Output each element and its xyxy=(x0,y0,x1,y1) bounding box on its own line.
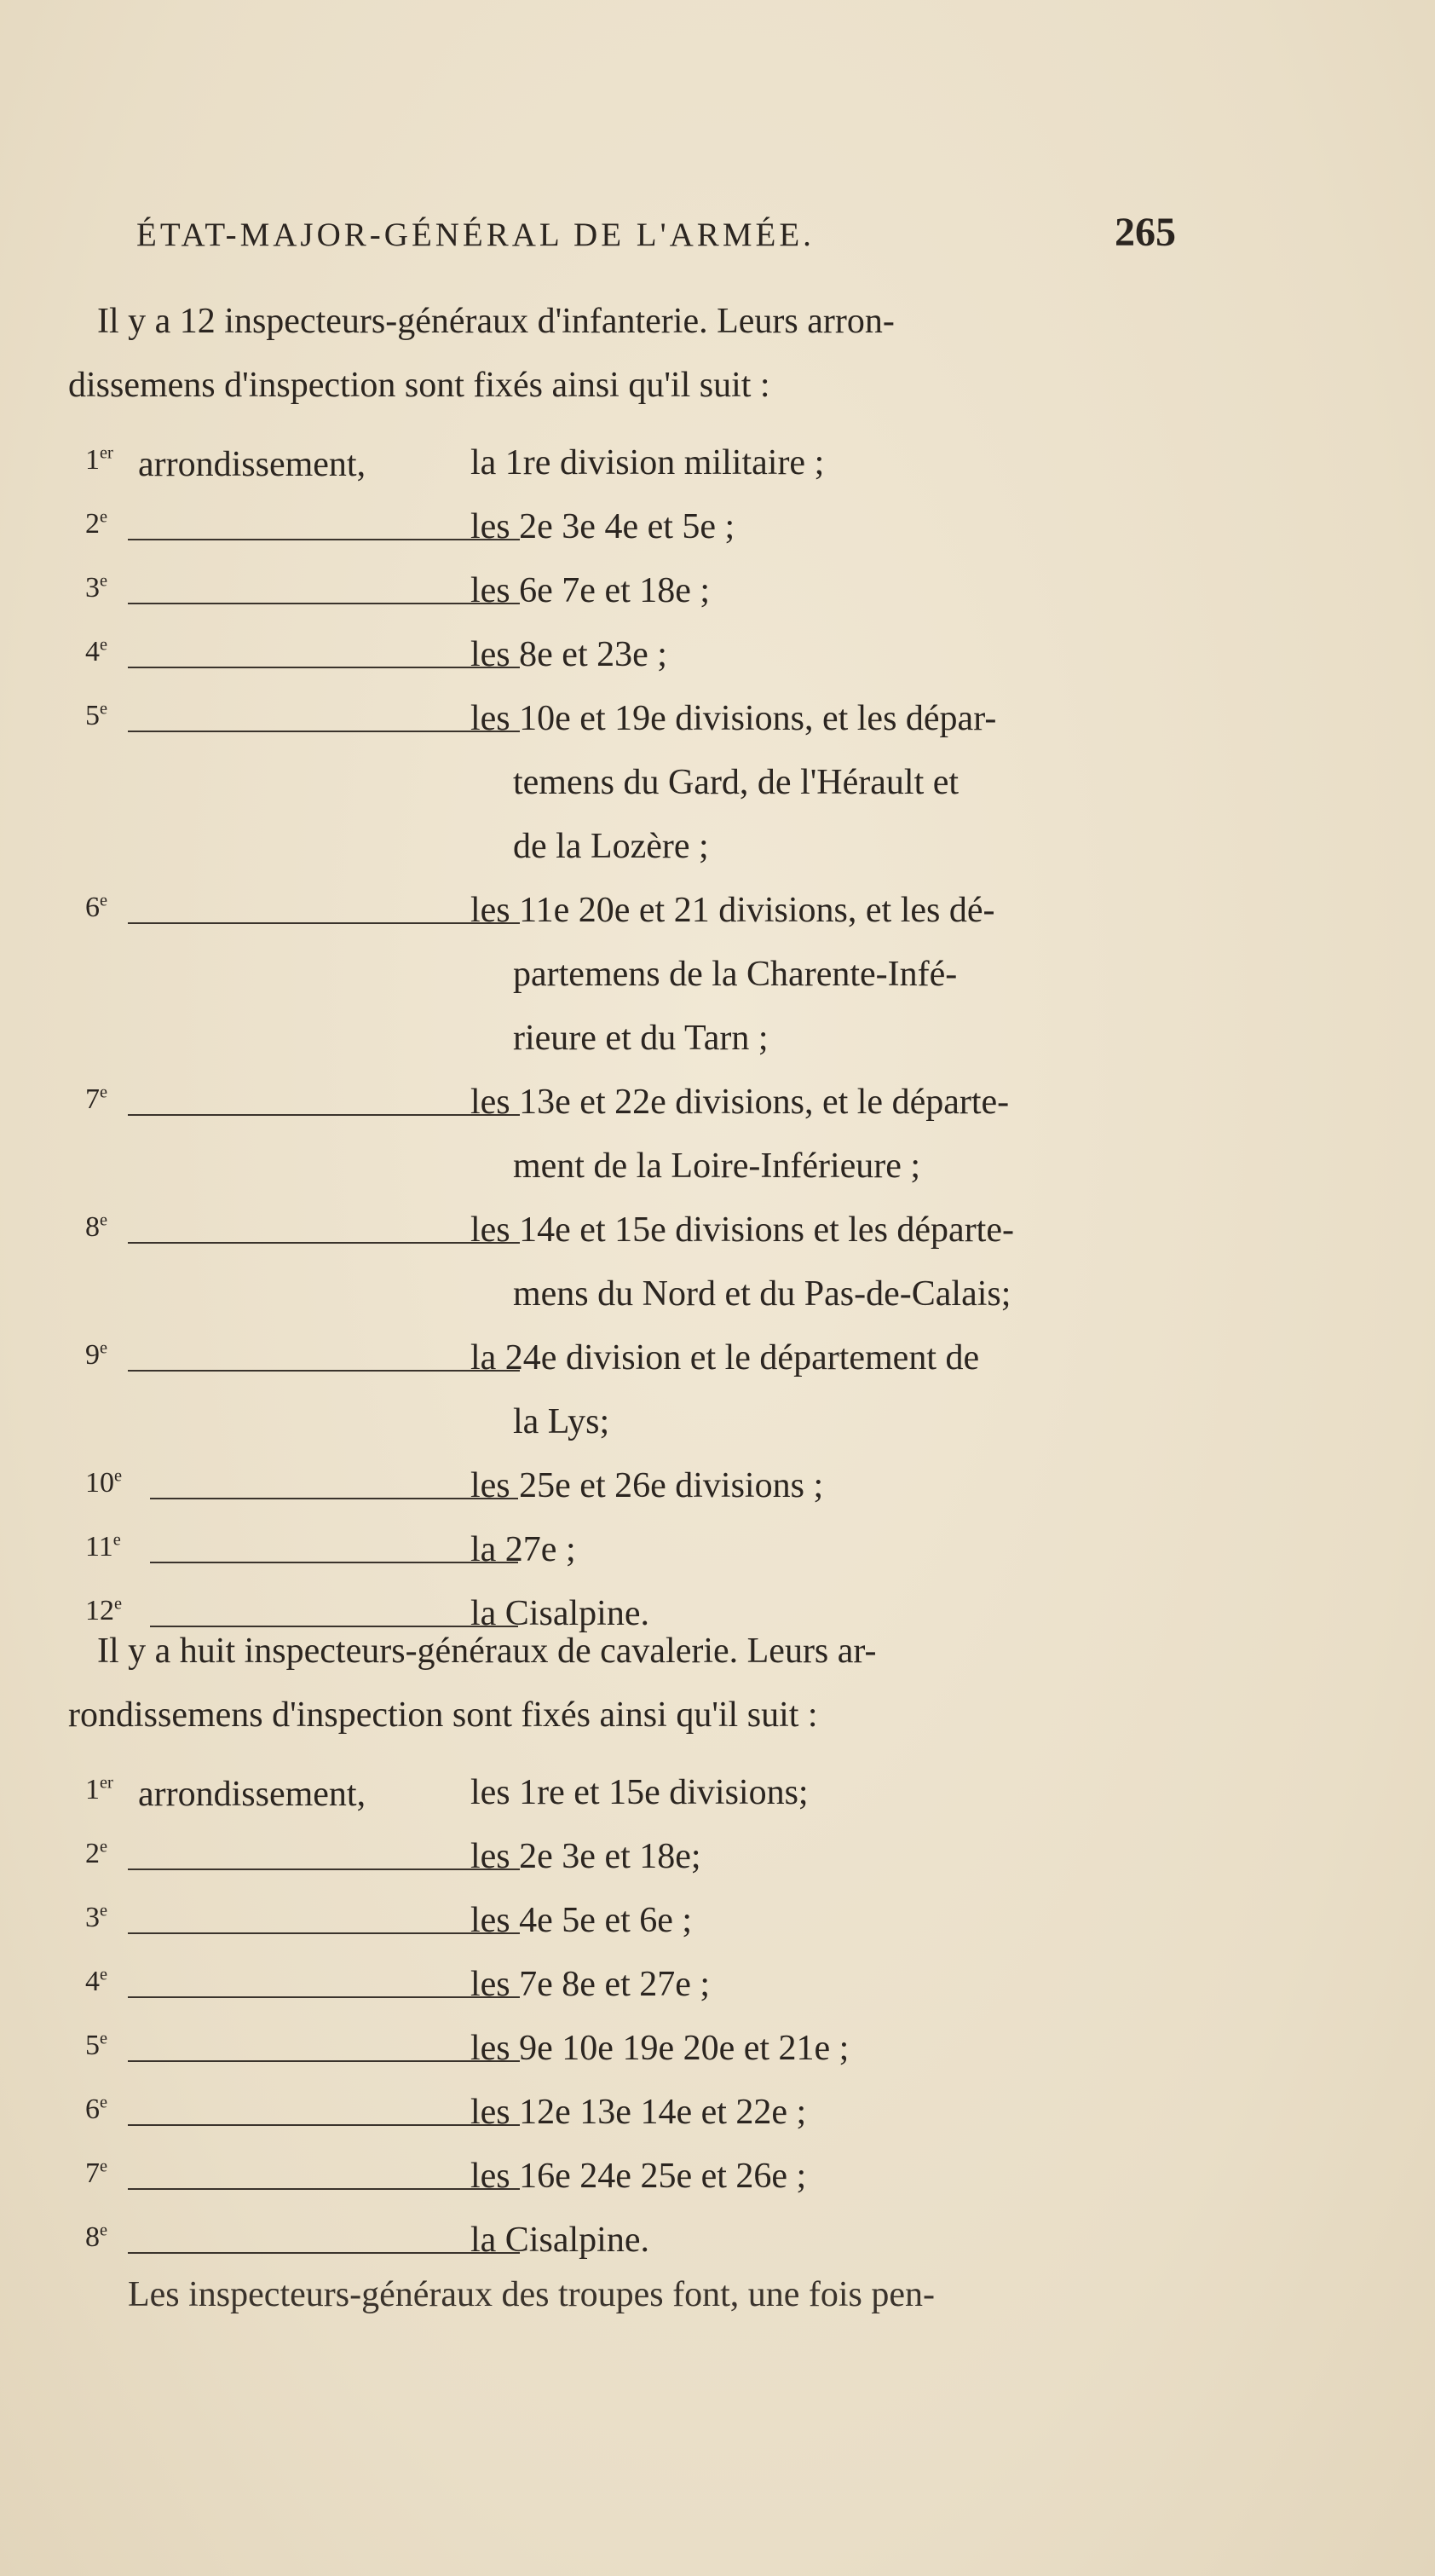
list-item-continuation xyxy=(68,950,1176,1014)
page-number: 265 xyxy=(1115,210,1176,255)
list-item xyxy=(68,1526,1176,1590)
ordinal-label: 7e xyxy=(85,1083,108,1115)
division-text-continuation: mens du Nord et du Pas-de-Calais; xyxy=(513,1274,1011,1314)
leader-dash xyxy=(128,2252,520,2254)
leader-dash xyxy=(128,1932,520,1934)
list-item xyxy=(68,503,1176,567)
list-item xyxy=(68,2024,1176,2088)
division-text: les 10e et 19e divisions, et les dépar- xyxy=(470,699,997,738)
leader-dash xyxy=(128,731,520,732)
division-text: la 24e division et le département de xyxy=(470,1338,980,1378)
list-item-continuation xyxy=(68,1142,1176,1206)
division-text: les 8e et 23e ; xyxy=(470,635,667,674)
list-item xyxy=(68,1462,1176,1526)
division-text: les 6e 7e et 18e ; xyxy=(470,571,711,610)
leader-dash xyxy=(128,1996,520,1998)
division-text: les 7e 8e et 27e ; xyxy=(470,1965,711,2004)
list-item xyxy=(68,2088,1176,2152)
list-item xyxy=(68,1769,1176,1833)
ordinal-label: 4e xyxy=(85,1965,108,1997)
cavalry-intro-paragraph xyxy=(68,1620,1167,1747)
ordinal-label: 10e xyxy=(85,1466,123,1499)
list-item-continuation xyxy=(68,1014,1176,1078)
ordinal-label: 3e xyxy=(85,571,108,604)
list-item xyxy=(68,695,1176,759)
division-text-continuation: la Lys; xyxy=(513,1402,610,1441)
header-title: ÉTAT-MAJOR-GÉNÉRAL DE L'ARMÉE. xyxy=(136,217,815,253)
leader-dash xyxy=(128,2124,520,2126)
division-text: les 9e 10e 19e 20e et 21e ; xyxy=(470,2029,850,2068)
division-text: la 1re division militaire ; xyxy=(470,443,825,482)
list-item xyxy=(68,1833,1176,1897)
division-text: les 4e 5e et 6e ; xyxy=(470,1901,693,1940)
list-item xyxy=(68,887,1176,950)
list-item xyxy=(68,2152,1176,2216)
division-text: les 2e 3e et 18e; xyxy=(470,1837,701,1876)
division-text: les 16e 24e 25e et 26e ; xyxy=(470,2157,807,2196)
list-item-continuation xyxy=(68,1270,1176,1334)
ordinal-label: 11e xyxy=(85,1530,121,1562)
list-item xyxy=(68,1078,1176,1142)
list-item xyxy=(68,1206,1176,1270)
leader-dash xyxy=(150,1498,518,1499)
leader-dash xyxy=(128,1868,520,1870)
leader-dash xyxy=(128,922,520,924)
ordinal-label: 5e xyxy=(85,2029,108,2061)
ordinal-label: 6e xyxy=(85,891,108,923)
ordinal-label: 3e xyxy=(85,1901,108,1933)
list-item xyxy=(68,1334,1176,1398)
leader-dash xyxy=(128,1242,520,1244)
running-header xyxy=(136,209,1176,269)
arrondissement-word: arrondissement, xyxy=(138,445,366,484)
division-text: les 1re et 15e divisions; xyxy=(470,1773,809,1812)
leader-dash xyxy=(128,2188,520,2190)
division-text: les 11e 20e et 21 divisions, et les dé- xyxy=(470,891,995,930)
ordinal-label: 5e xyxy=(85,699,108,731)
paragraph-line: rondissemens d'inspection sont fixés ainsi qu'il suit : xyxy=(68,1695,818,1735)
list-item-continuation xyxy=(68,823,1176,887)
arrondissement-word: arrondissement, xyxy=(138,1775,366,1814)
ordinal-label: 8e xyxy=(85,2221,108,2253)
footer-text-line: Les inspecteurs-généraux des troupes font, une fois pen- xyxy=(128,2275,936,2314)
leader-dash xyxy=(128,603,520,604)
list-item xyxy=(68,1961,1176,2024)
list-item xyxy=(68,631,1176,695)
infantry-intro-paragraph xyxy=(68,290,1167,418)
ordinal-label: 1er xyxy=(85,1773,113,1805)
list-item-continuation xyxy=(68,1398,1176,1462)
paragraph-line: dissemens d'inspection sont fixés ainsi qu'il suit : xyxy=(68,366,770,405)
division-text: les 12e 13e 14e et 22e ; xyxy=(470,2093,807,2132)
leader-dash xyxy=(128,1370,520,1372)
ordinal-label: 4e xyxy=(85,635,108,667)
ordinal-label: 7e xyxy=(85,2157,108,2189)
ordinal-label: 6e xyxy=(85,2093,108,2125)
division-text: la 27e ; xyxy=(470,1530,576,1569)
cavalry-arrondissement-list xyxy=(68,1769,1176,2280)
division-text: la Cisalpine. xyxy=(470,2221,649,2260)
list-item xyxy=(68,2216,1176,2280)
division-text: les 25e et 26e divisions ; xyxy=(470,1466,824,1505)
division-text: les 14e et 15e divisions et les départe- xyxy=(470,1210,1014,1250)
infantry-arrondissement-list xyxy=(68,439,1176,1654)
division-text-continuation: ment de la Loire-Inférieure ; xyxy=(513,1146,921,1186)
leader-dash xyxy=(128,539,520,540)
leader-dash xyxy=(128,667,520,668)
paragraph-line: Il y a huit inspecteurs-généraux de cavalerie. Leurs ar- xyxy=(97,1632,877,1671)
leader-dash xyxy=(128,2060,520,2062)
division-text: la Cisalpine. xyxy=(470,1594,649,1633)
list-item xyxy=(68,567,1176,631)
leader-dash xyxy=(128,1114,520,1116)
division-text: les 13e et 22e divisions, et le départe- xyxy=(470,1083,1010,1122)
ordinal-label: 9e xyxy=(85,1338,108,1371)
division-text-continuation: temens du Gard, de l'Hérault et xyxy=(513,763,960,802)
ordinal-label: 12e xyxy=(85,1594,123,1626)
ordinal-label: 8e xyxy=(85,1210,108,1243)
ordinal-label: 2e xyxy=(85,1837,108,1869)
division-text: les 2e 3e 4e et 5e ; xyxy=(470,507,735,546)
ordinal-label: 2e xyxy=(85,507,108,540)
leader-dash xyxy=(150,1562,518,1563)
list-item xyxy=(68,1897,1176,1961)
ordinal-label: 1er xyxy=(85,443,113,476)
paragraph-line: Il y a 12 inspecteurs-généraux d'infanterie. Leurs arron- xyxy=(97,302,895,341)
division-text-continuation: rieure et du Tarn ; xyxy=(513,1019,769,1058)
list-item xyxy=(68,439,1176,503)
division-text-continuation: partemens de la Charente-Infé- xyxy=(513,955,958,994)
division-text-continuation: de la Lozère ; xyxy=(513,827,709,866)
list-item-continuation xyxy=(68,759,1176,823)
